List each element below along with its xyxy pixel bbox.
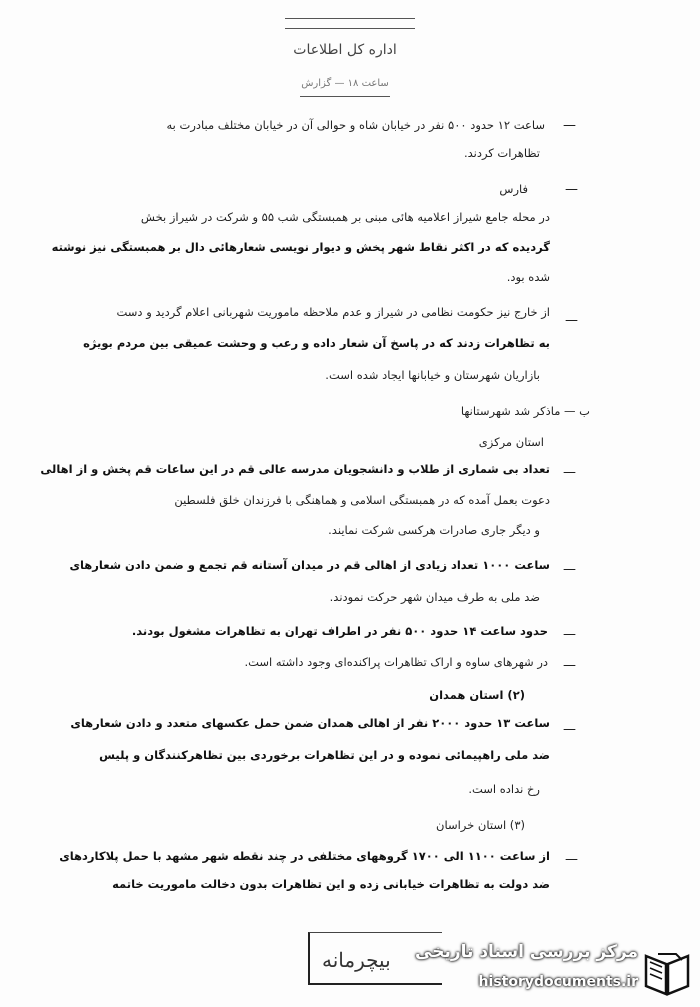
text-line: ضد دولت به تظاهرات خیابانی زده و این تظاهرات بدون دخالت ماموریت خاتمه — [112, 877, 550, 891]
document-heading: اداره کل اطلاعات — [293, 42, 397, 58]
text-line: گردیده که در اکثر نقاط شهر پخش و دیوار نویسی شعارهائی دال بر همبستگی نیز نوشته — [51, 240, 550, 254]
text-line: ساعت ۱۰۰۰ تعداد زیادی از اهالی قم در میدان آستانه قم تجمع و ضمن دادن شعارهای — [69, 558, 550, 572]
text-line: شده بود. — [506, 270, 550, 284]
bullet-dash: — — [565, 182, 578, 197]
watermark-url: historydocuments.ir — [478, 974, 638, 990]
section-label: ب — ماذکر شد شهرستانها — [460, 404, 590, 418]
section-label: استان مرکزی — [478, 435, 544, 449]
text-line: ضد ملی راهپیمائی نموده و در این تظاهرات برخوردی بین تظاهرکنندگان و پلیس — [99, 748, 550, 762]
watermark-name: مرکز بررسی اسناد تاریخی — [415, 942, 638, 962]
text-line: در شهرهای ساوه و اراک تظاهرات پراکنده‌ای وجود داشته است. — [244, 655, 548, 669]
bullet-dash: — — [563, 658, 576, 673]
bullet-dash: — — [565, 313, 578, 328]
text-line: و دیگر جاری صادرات هرکسی شرکت نمایند. — [328, 523, 540, 537]
text-line: به تظاهرات زدند که در پاسخ آن شعار داده و رعب و وحشت عمیقی بین مردم بویژه — [83, 336, 550, 350]
bullet-dash: — — [563, 627, 576, 642]
text-line: تعداد بی شماری از طلاب و دانشجویان مدرسه عالی قم در این ساعات قم پخش و از اهالی — [40, 462, 550, 476]
bullet-dash: — — [563, 562, 576, 577]
header-rules — [285, 18, 415, 38]
text-line: در محله جامع شیراز اعلامیه هائی مبنی بر همبستگی شب ۵۵ و شرکت در شیراز بخش — [140, 210, 550, 224]
section-label: (۳) استان خراسان — [436, 818, 525, 832]
text-line: از خارج نیز حکومت نظامی در شیراز و عدم ملاحظه ماموریت شهربانی اعلام گردید و دست — [116, 305, 550, 319]
bullet-dash: — — [563, 465, 576, 480]
text-line: از ساعت ۱۱۰۰ الی ۱۷۰۰ گروههای مختلفی در چند نقطه شهر مشهد با حمل پلاکاردهای — [59, 849, 550, 863]
bullet-dash: — — [563, 118, 576, 133]
text-line: ساعت ۱۳ حدود ۲۰۰۰ نفر از اهالی همدان ضمن حمل عکسهای متعدد و دادن شعارهای — [70, 716, 550, 730]
stamp-text: بیچرمانه — [322, 948, 391, 972]
text-line: حدود ساعت ۱۴ حدود ۵۰۰ نفر در اطراف تهران به تظاهرات مشغول بودند. — [131, 624, 548, 638]
document-subheading: ساعت ۱۸ — گزارش — [301, 78, 389, 89]
text-line: بازاریان شهرستان و خیابانها ایجاد شده است. — [325, 368, 540, 382]
bullet-dash: — — [565, 852, 578, 867]
text-line: رخ نداده است. — [468, 782, 540, 796]
section-label: فارس — [499, 182, 528, 196]
watermark-logo — [400, 942, 700, 1007]
text-line: ضد ملی به طرف میدان شهر حرکت نمودند. — [329, 590, 540, 604]
section-label: (۲) استان همدان — [429, 688, 525, 702]
heading-underline — [300, 96, 390, 97]
text-line: دعوت بعمل آمده که در همبستگی اسلامی و هماهنگی با فرزندان خلق فلسطین — [174, 493, 550, 507]
bullet-dash: — — [563, 722, 576, 737]
book-icon — [642, 950, 692, 996]
text-line: تظاهرات کردند. — [463, 146, 540, 160]
text-line: ساعت ۱۲ حدود ۵۰۰ نفر در خیابان شاه و حوالی آن در خیابان مختلف مبادرت به — [166, 118, 545, 132]
